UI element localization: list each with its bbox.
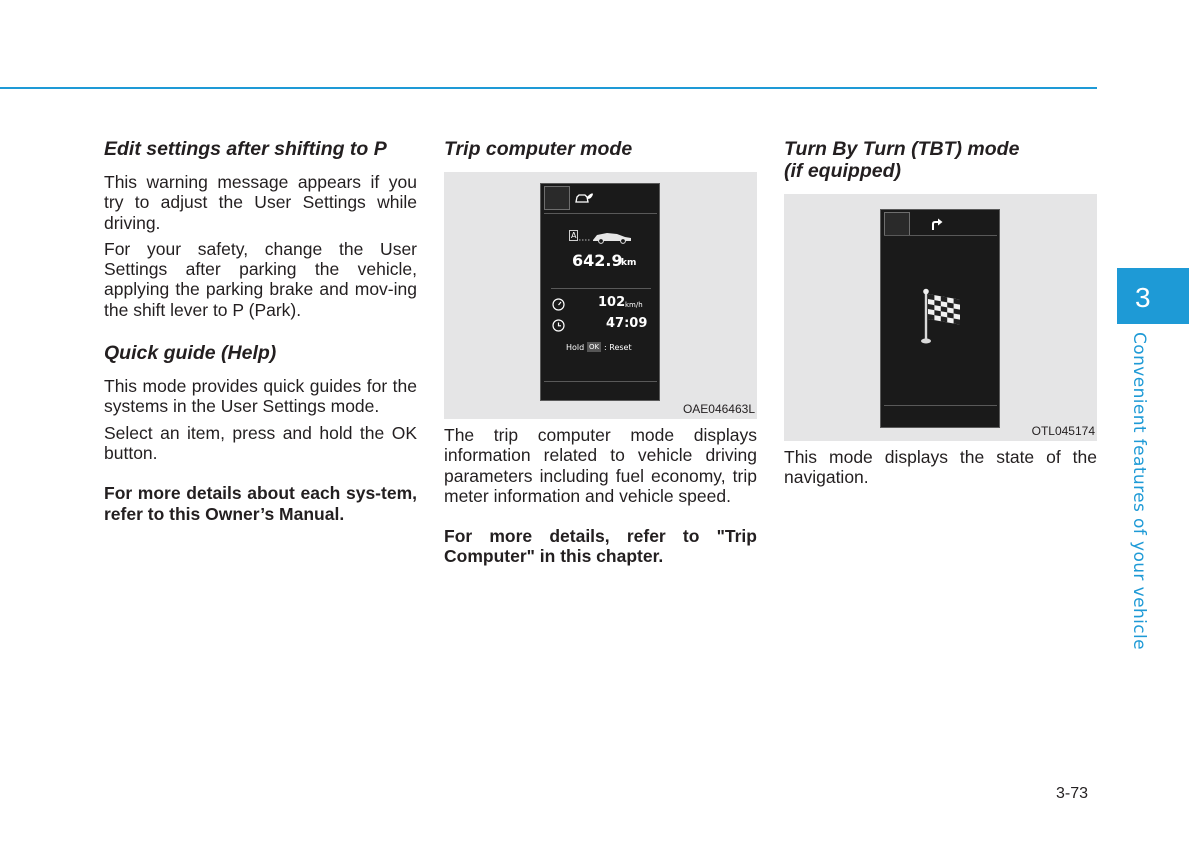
chapter-tab [1117, 268, 1189, 324]
column-tbt [784, 138, 1097, 494]
mode-badge: A [571, 231, 577, 240]
display-tab [884, 212, 910, 236]
display-separator [884, 235, 997, 236]
car-icon [579, 231, 635, 244]
distance-unit: km [621, 258, 637, 268]
page-number: 3-73 [1056, 785, 1089, 802]
heading-edit-settings: Edit settings after shifting to P [104, 138, 387, 160]
paragraph-tbt: This mode displays the state of the navigation. [784, 447, 1097, 488]
figure-trip-computer [444, 172, 757, 419]
display-separator [884, 405, 997, 406]
display-separator [544, 381, 657, 382]
display-separator [544, 213, 657, 214]
chapter-number: 3 [1135, 282, 1151, 313]
paragraph-select-item: Select an item, press and hold the OK button. [104, 422, 417, 463]
column-user-settings [104, 138, 417, 530]
figure-code: OTL045174 [1031, 424, 1095, 438]
heading-tbt-line2: (if equipped) [784, 160, 901, 182]
figure-tbt [784, 194, 1097, 441]
figure-code: OAE046463L [682, 402, 755, 416]
note-trip-computer: For more details, refer to "Trip Computer" in this chapter. [444, 526, 757, 567]
cluster-display [540, 183, 660, 401]
clock-icon [552, 319, 565, 332]
reset-label: : Reset [604, 343, 632, 352]
note-more-details: For more details about each sys-tem, refer to this Owner’s Manual. [104, 483, 417, 524]
time-value: 47:09 [606, 316, 648, 331]
display-separator [551, 288, 651, 289]
chapter-title: Convenient features of your vehicle [1129, 332, 1149, 650]
tbt-display [880, 209, 1000, 428]
heading-quick-guide: Quick guide (Help) [104, 342, 277, 365]
display-tab [544, 186, 570, 210]
paragraph-warning: This warning message appears if you try to adjust the User Settings while driving. [104, 172, 417, 233]
hold-label: Hold [566, 343, 585, 352]
paragraph-trip-computer: The trip computer mode displays information related to vehicle driving parameters including fuel economy, trip meter information and vehicle speed. [444, 425, 757, 506]
car-leaf-icon [574, 191, 594, 205]
turn-right-arrow-icon [930, 217, 944, 231]
paragraph-quick-guide: This mode provides quick guides for the systems in the User Settings mode. [104, 376, 417, 417]
speedometer-icon [552, 298, 565, 311]
header-rule [0, 87, 1097, 89]
distance-value: 642.9 [572, 251, 623, 270]
heading-tbt [784, 138, 1097, 182]
heading-trip-computer: Trip computer mode [444, 138, 633, 160]
ok-badge: OK [589, 343, 600, 351]
speed-unit: km/h [625, 301, 643, 309]
speed-value: 102 [598, 295, 626, 310]
paragraph-safety: For your safety, change the User Settings after parking the vehicle, applying the parking brake and mov-ing the shift lever to P (Park). [104, 238, 417, 320]
checkered-flag-icon [920, 288, 965, 346]
column-trip-computer [444, 138, 757, 573]
heading-tbt-line1: Turn By Turn (TBT) mode [784, 138, 1020, 160]
